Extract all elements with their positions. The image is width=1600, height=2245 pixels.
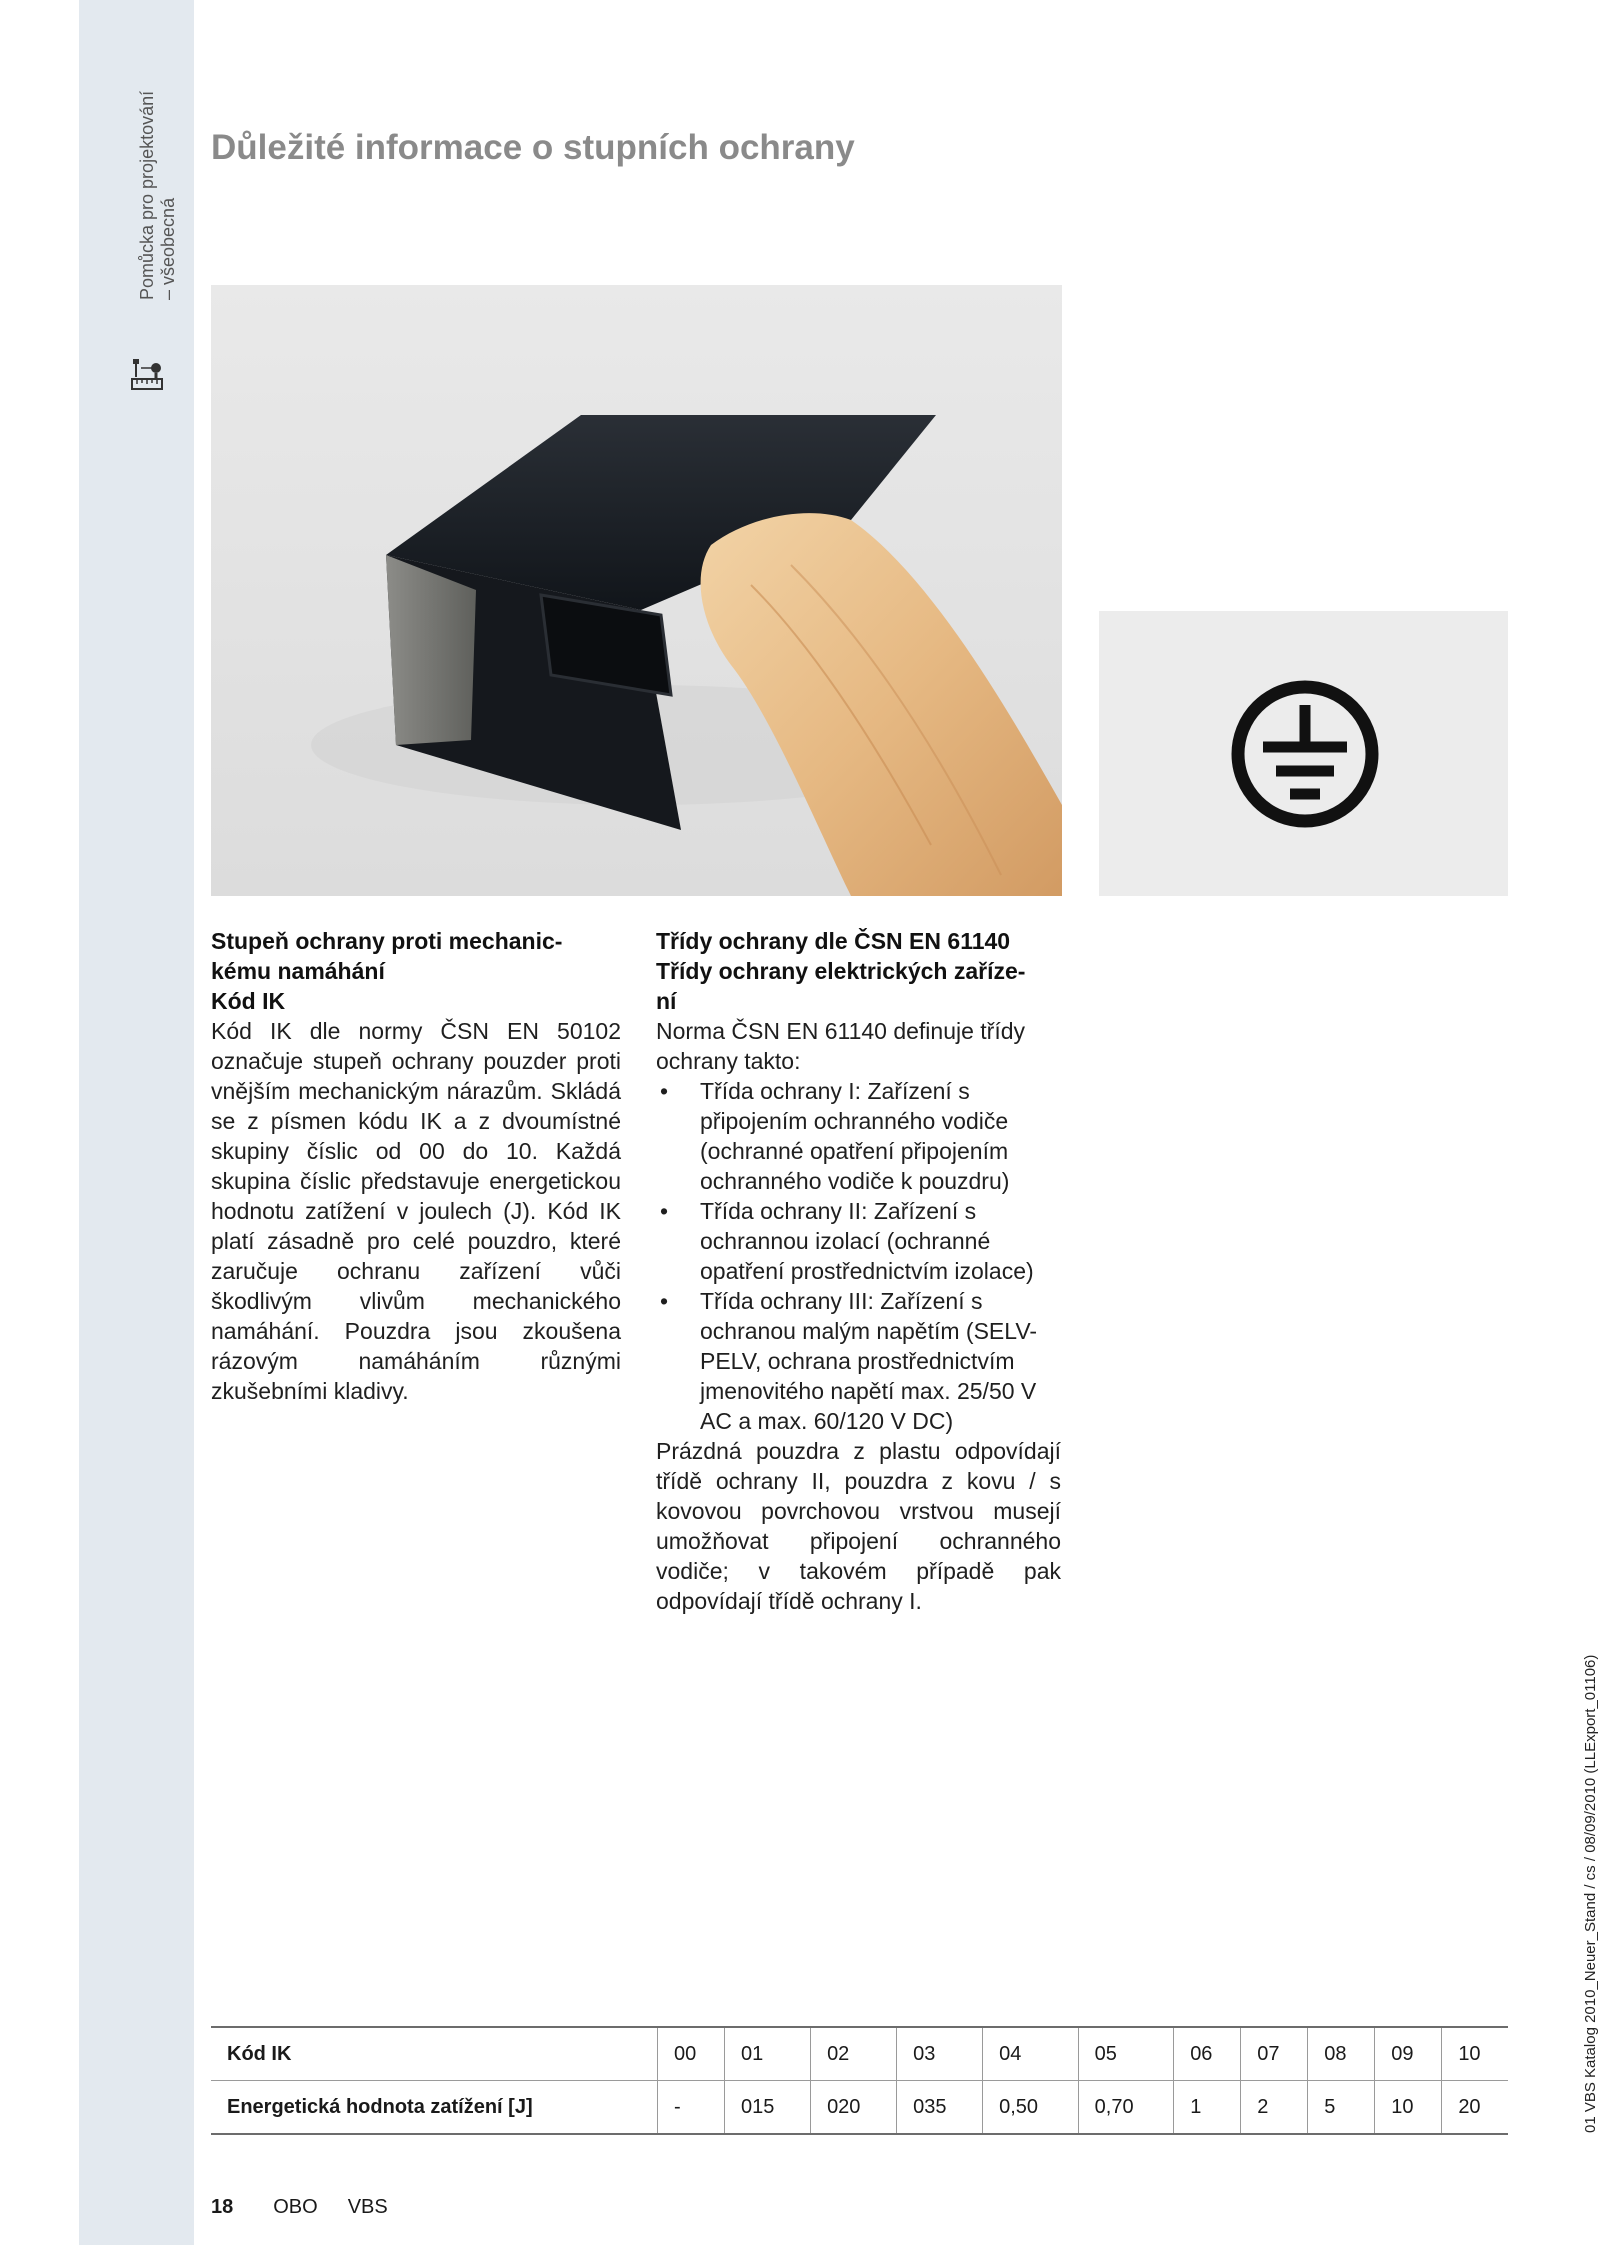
table-cell: 06 xyxy=(1174,2027,1241,2081)
section-name: VBS xyxy=(347,2196,388,2218)
table-cell: 04 xyxy=(983,2027,1079,2081)
heading-line: Kód IK xyxy=(211,988,286,1014)
heading-line: Třídy ochrany elektrických zaříze- xyxy=(656,958,1026,984)
table-cell: 03 xyxy=(897,2027,983,2081)
table-cell: 01 xyxy=(725,2027,811,2081)
section-heading xyxy=(211,926,621,1016)
classes-list xyxy=(656,1076,1061,1436)
table-cell: 05 xyxy=(1078,2027,1174,2081)
sidebar-label-line1: Pomůcka pro projektování xyxy=(137,90,157,300)
table-row-header: Energetická hodnota zatížení [J] xyxy=(211,2081,658,2135)
hammer-photo xyxy=(211,285,1062,896)
list-item: • Třída ochrany II: Zařízení s ochrannou izolací (ochranné opatření prostřednictvím izolace) xyxy=(656,1196,1061,1286)
heading-line: ní xyxy=(656,988,677,1014)
table-cell: 0,50 xyxy=(983,2081,1079,2135)
table-cell: 09 xyxy=(1375,2027,1442,2081)
ik-code-description: Kód IK dle normy ČSN EN 50102 označuje stupeň ochrany pouzder proti vnějším mechanickým nárazům. Skládá se z písmen kódu IK a z dvoumístné skupiny číslic od 00 do 10. Každá skupina číslic představuje energetickou hodnotu zatížení v joulech (J). Kód IK platí zásadně pro celé pouzdro, které zaručuje ochranu zařízení vůči škodlivým vlivům mechanického namáhání. Pouzdra jsou zkoušena rázovým namáháním různými zkušebními kladivy. xyxy=(211,1018,621,1404)
heading-line: Třídy ochrany dle ČSN EN 61140 xyxy=(656,928,1011,954)
sidebar-label xyxy=(137,91,179,300)
protective-earth-symbol xyxy=(1099,611,1508,896)
brand-name: OBO xyxy=(273,2196,318,2218)
heading-line: Stupeň ochrany proti mechanic- xyxy=(211,928,563,954)
classes-intro: Norma ČSN EN 61140 definuje třídy ochrany takto: xyxy=(656,1018,1026,1074)
table-row xyxy=(211,2027,1508,2081)
table-cell: 02 xyxy=(811,2027,897,2081)
table-cell: 07 xyxy=(1241,2027,1308,2081)
table-row-header: Kód IK xyxy=(211,2027,658,2081)
classes-closing: Prázdná pouzdra z plastu odpovídají třídě ochrany II, pouzdra z kovu / s kovovou povrchovou vrstvou musejí umožňovat připojení ochranného vodiče; v takovém případě pak odpovídají třídě ochrany I. xyxy=(656,1438,1061,1614)
tools-ruler-icon xyxy=(129,357,165,391)
section-heading xyxy=(656,926,1061,1016)
sidebar-label-line2: – všeobecná xyxy=(158,197,178,300)
list-item: • Třída ochrany I: Zařízení s připojením ochranného vodiče (ochranné opatření připojením ochranného vodiče k pouzdru) xyxy=(656,1076,1061,1196)
table-row xyxy=(211,2081,1508,2135)
table-cell: 10 xyxy=(1375,2081,1442,2135)
table-cell: 20 xyxy=(1442,2081,1508,2135)
table-cell: 5 xyxy=(1308,2081,1375,2135)
table-cell: 08 xyxy=(1308,2027,1375,2081)
table-cell: 00 xyxy=(658,2027,725,2081)
table-cell: 1 xyxy=(1174,2081,1241,2135)
heading-line: kému namáhání xyxy=(211,958,385,984)
table-cell: 10 xyxy=(1442,2027,1508,2081)
table-cell: 2 xyxy=(1241,2081,1308,2135)
page-title: Důležité informace o stupních ochrany xyxy=(211,128,855,167)
table-cell: 015 xyxy=(725,2081,811,2135)
list-item: • Třída ochrany III: Zařízení s ochranou malým napětím (SELV-PELV, ochrana prostřednictvím jmenovitého napětí max. 25/50 V AC a max. 60/120 V DC) xyxy=(656,1286,1061,1436)
catalog-reference: 01 VBS Katalog 2010_Neuer_Stand / cs / 08/09/2010 (LLExport_01106) xyxy=(1582,1654,1599,2133)
table-cell: 020 xyxy=(811,2081,897,2135)
ik-code-table xyxy=(211,2026,1508,2135)
table-cell: 035 xyxy=(897,2081,983,2135)
page-footer xyxy=(211,2196,388,2219)
protection-classes-section xyxy=(656,926,1061,1616)
page-number: 18 xyxy=(211,2196,234,2218)
table-cell: - xyxy=(658,2081,725,2135)
table-cell: 0,70 xyxy=(1078,2081,1174,2135)
mechanical-protection-section xyxy=(211,926,621,1406)
sidebar-band xyxy=(79,0,194,2245)
